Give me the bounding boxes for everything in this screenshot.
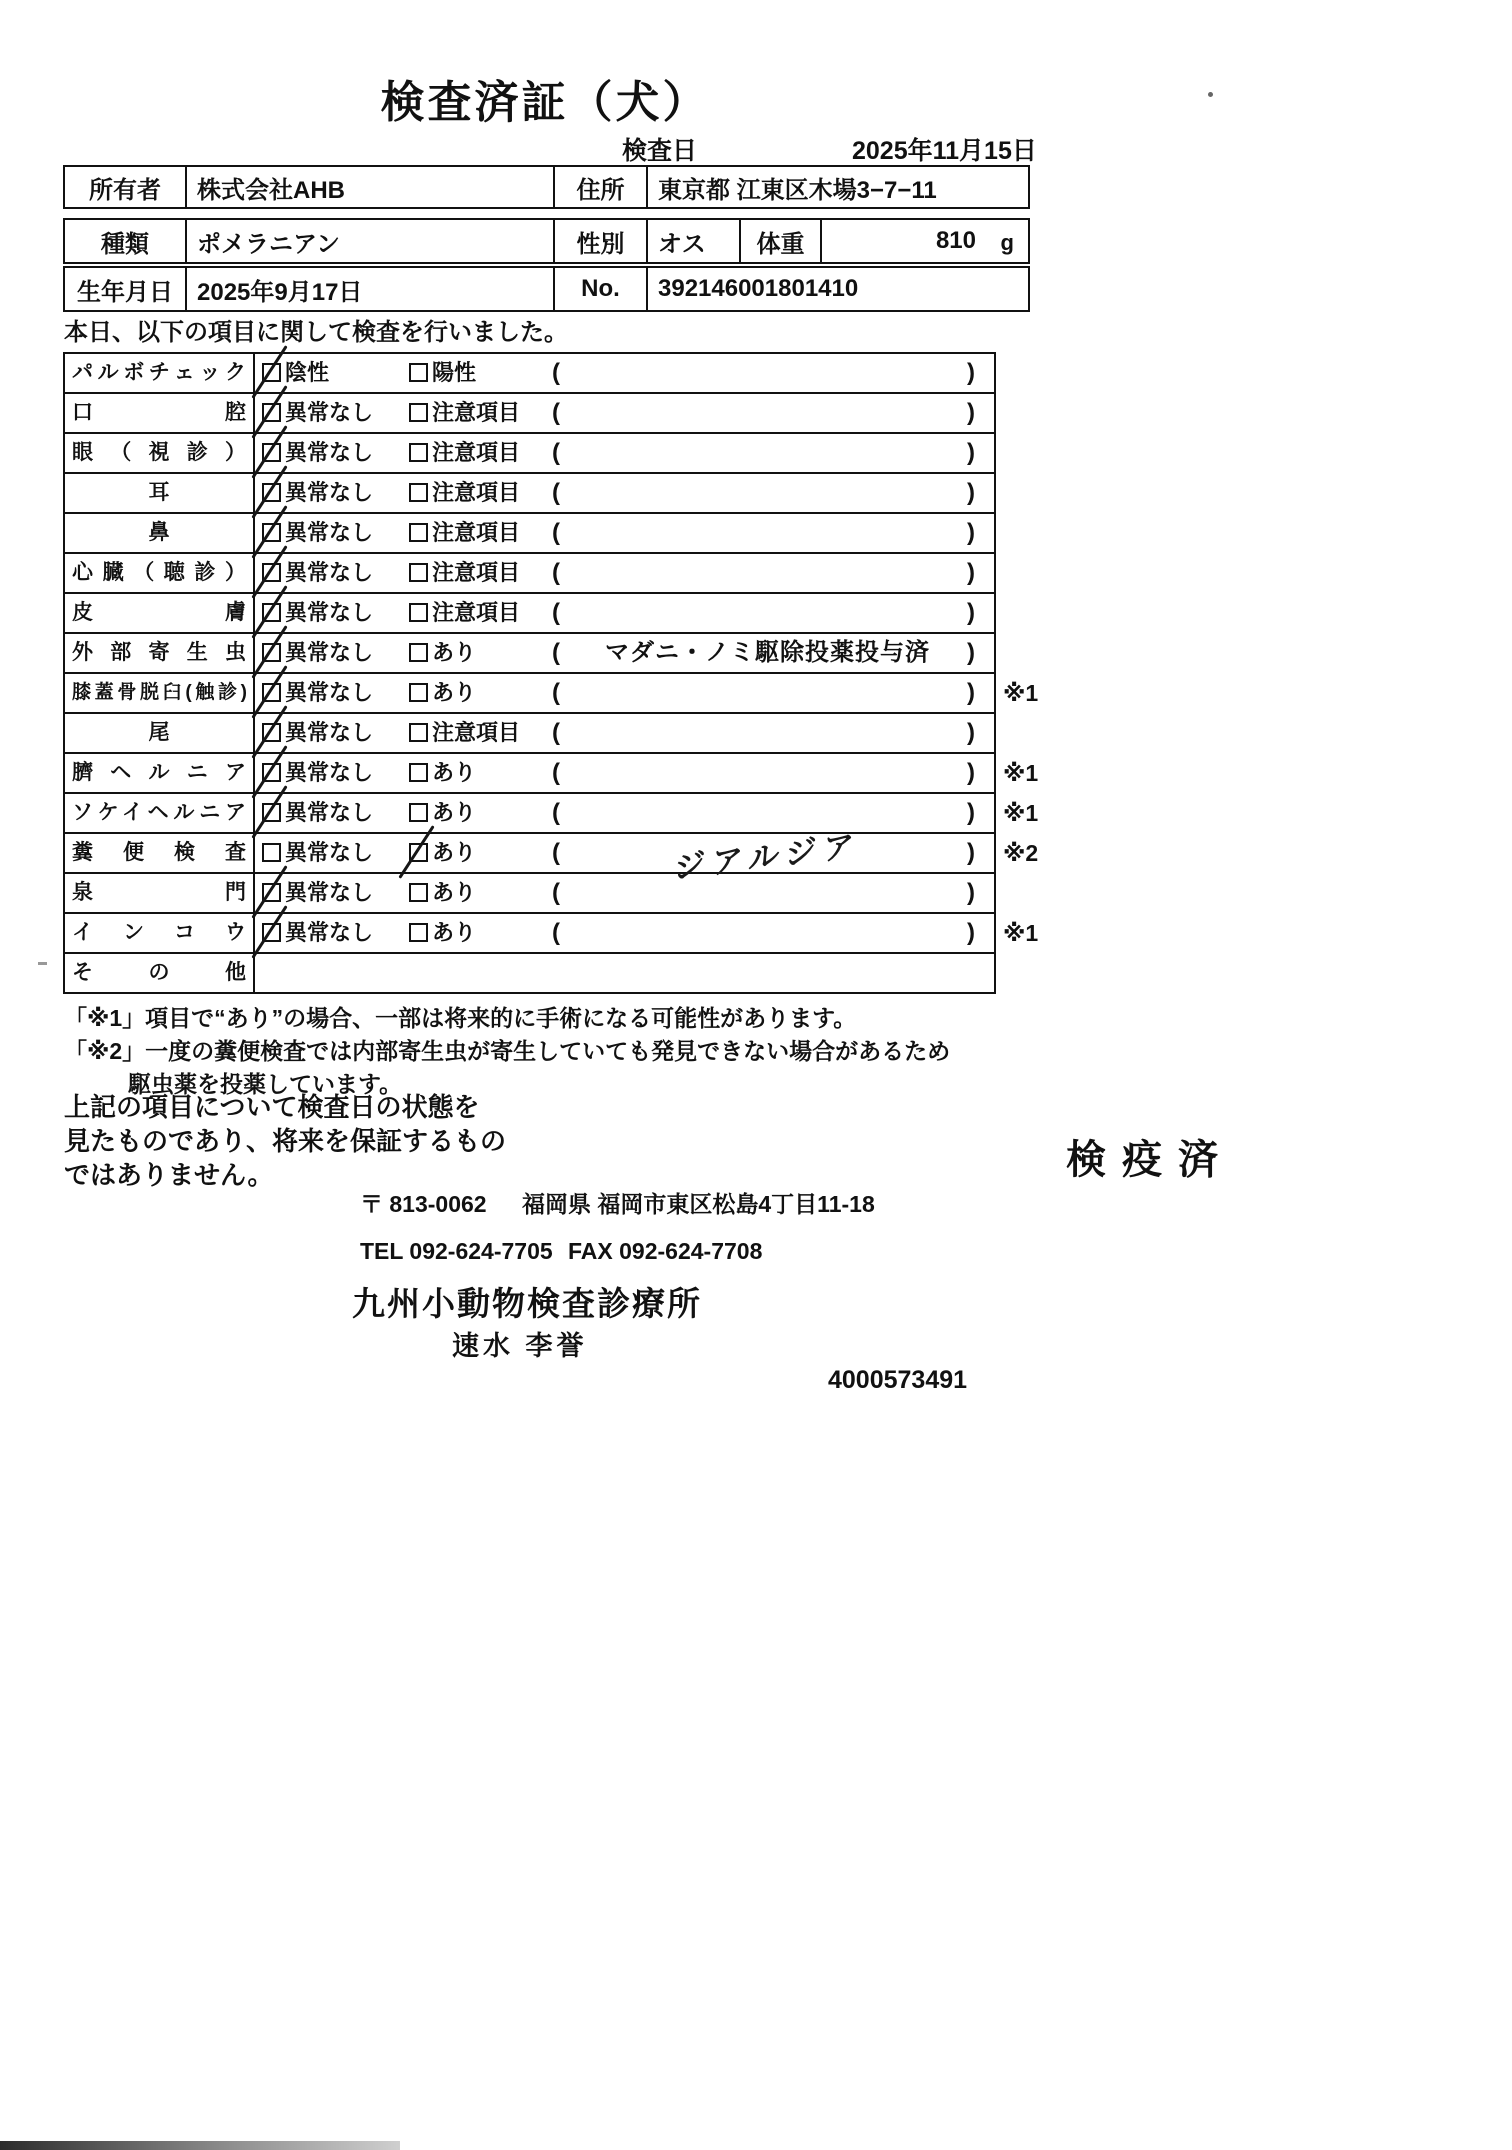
option1-label: 異常なし bbox=[285, 520, 374, 545]
clinic-tel: TEL 092-624-7705 bbox=[360, 1238, 553, 1264]
checklist-row bbox=[65, 914, 1039, 954]
option1-label: 異常なし bbox=[285, 600, 374, 625]
exam-item-label: 糞便検査 bbox=[65, 834, 255, 872]
certificate-no-value: 392146001801410 bbox=[658, 275, 859, 302]
weight-cell bbox=[822, 220, 1028, 262]
paren-close: ) bbox=[967, 359, 975, 386]
owner-table bbox=[63, 165, 1030, 209]
paren-open: ( bbox=[552, 559, 560, 586]
checklist-row bbox=[65, 954, 994, 992]
checkbox-option2[interactable] bbox=[409, 603, 428, 622]
paren-open: ( bbox=[552, 719, 560, 746]
checkbox-option2[interactable] bbox=[409, 563, 428, 582]
option1-label: 異常なし bbox=[285, 640, 374, 665]
weight-value: 810 bbox=[935, 227, 976, 254]
paren-open: ( bbox=[552, 439, 560, 466]
paren-close: ) bbox=[967, 639, 975, 666]
weight-label: 体重 bbox=[741, 220, 822, 262]
option2-label: 注意項目 bbox=[432, 560, 521, 585]
checkbox-option2[interactable] bbox=[409, 443, 428, 462]
checkbox-option2[interactable] bbox=[409, 803, 428, 822]
veterinarian-name: 速水 李誉 bbox=[452, 1331, 588, 1361]
exam-item-label: その他 bbox=[65, 954, 255, 992]
weight-unit: g bbox=[1000, 230, 1014, 255]
checkbox-option2[interactable] bbox=[409, 883, 428, 902]
checkbox-option1[interactable] bbox=[262, 843, 281, 862]
exam-item-label: 口腔 bbox=[65, 394, 255, 432]
disclaimer-line-3: ではありません。 bbox=[64, 1160, 274, 1190]
owner-address-value: 東京都 江東区木場3−7−11 bbox=[658, 176, 937, 204]
paren-content: マダニ・ノミ駆除投薬投与済 bbox=[605, 639, 930, 666]
breed-value: ポメラニアン bbox=[187, 220, 555, 262]
option1-label: 陰性 bbox=[285, 360, 330, 385]
paren-open: ( bbox=[552, 799, 560, 826]
checklist-row bbox=[65, 514, 994, 554]
paren-close: ) bbox=[967, 399, 975, 426]
checklist-row bbox=[65, 354, 994, 394]
exam-item-label: 尾 bbox=[65, 714, 255, 752]
scan-artifact-dot bbox=[1208, 92, 1213, 97]
paren-open: ( bbox=[552, 839, 560, 866]
option2-label: あり bbox=[432, 640, 477, 665]
animal-info-table bbox=[63, 218, 1030, 264]
scan-artifact-bar bbox=[0, 2141, 400, 2150]
quarantine-stamp: 検疫済 bbox=[1066, 1138, 1234, 1182]
checklist-row bbox=[65, 634, 994, 674]
disclaimer bbox=[64, 1090, 506, 1192]
option1-label: 異常なし bbox=[285, 400, 374, 425]
checkbox-option2[interactable] bbox=[409, 483, 428, 502]
paren-open: ( bbox=[552, 639, 560, 666]
exam-item-label: 臍ヘルニア bbox=[65, 754, 255, 792]
checklist-row bbox=[65, 434, 994, 474]
exam-item-label: 眼（視診） bbox=[65, 434, 255, 472]
exam-item-label: 鼻 bbox=[65, 514, 255, 552]
checkbox-option2[interactable] bbox=[409, 723, 428, 742]
option1-label: 異常なし bbox=[285, 720, 374, 745]
exam-item-label: 泉門 bbox=[65, 874, 255, 912]
breed-label: 種類 bbox=[65, 220, 187, 262]
serial-number: 4000573491 bbox=[828, 1366, 968, 1394]
option1-label: 異常なし bbox=[285, 920, 374, 945]
handwritten-check-mark bbox=[398, 825, 434, 879]
paren-content: ジアルジア bbox=[673, 827, 862, 886]
footnote-2-continued: 駆虫薬を投薬しています。 bbox=[128, 1071, 403, 1097]
paren-open: ( bbox=[552, 679, 560, 706]
option2-label: 注意項目 bbox=[432, 600, 521, 625]
checkbox-option2[interactable] bbox=[409, 523, 428, 542]
checklist-row bbox=[65, 754, 1039, 794]
option2-label: あり bbox=[432, 800, 477, 825]
exam-item-label: 耳 bbox=[65, 474, 255, 512]
option2-label: あり bbox=[432, 840, 477, 865]
footnote-2: 「※2」一度の糞便検査では内部寄生虫が寄生していても発見できない場合があるため bbox=[64, 1038, 951, 1064]
checkbox-option2[interactable] bbox=[409, 643, 428, 662]
option2-label: あり bbox=[432, 760, 477, 785]
option1-label: 異常なし bbox=[285, 560, 374, 585]
scan-artifact-tick bbox=[38, 962, 47, 965]
option2-label: あり bbox=[432, 920, 477, 945]
exam-item-label: ソケイヘルニア bbox=[65, 794, 255, 832]
footnote-1: 「※1」項目で“あり”の場合、一部は将来的に手術になる可能性があります。 bbox=[64, 1005, 857, 1031]
clinic-name: 九州小動物検査診療所 bbox=[352, 1285, 702, 1322]
paren-close: ) bbox=[967, 839, 975, 866]
exam-item-label: 皮膚 bbox=[65, 594, 255, 632]
clinic-address: 福岡県 福岡市東区松島4丁目11-18 bbox=[522, 1191, 875, 1217]
paren-close: ) bbox=[967, 559, 975, 586]
checkbox-option2[interactable] bbox=[409, 403, 428, 422]
option2-label: 注意項目 bbox=[432, 440, 521, 465]
checkbox-option2[interactable] bbox=[409, 683, 428, 702]
owner-value: 株式会社AHB bbox=[187, 167, 555, 207]
paren-close: ) bbox=[967, 599, 975, 626]
clinic-postal-code: 〒 813-0062 bbox=[360, 1191, 487, 1217]
paren-open: ( bbox=[552, 599, 560, 626]
exam-item-label: インコウ bbox=[65, 914, 255, 952]
footnote-ref: ※1 bbox=[1003, 680, 1039, 706]
paren-close: ) bbox=[967, 719, 975, 746]
clinic-fax: FAX 092-624-7708 bbox=[568, 1238, 763, 1264]
owner-label: 所有者 bbox=[65, 167, 187, 207]
sex-label: 性別 bbox=[555, 220, 648, 262]
exam-item-label: 心臓（聴診） bbox=[65, 554, 255, 592]
checkbox-option2[interactable] bbox=[409, 363, 428, 382]
certificate-no-label: No. bbox=[555, 268, 648, 310]
option2-label: 注意項目 bbox=[432, 480, 521, 505]
paren-close: ) bbox=[967, 919, 975, 946]
option2-label: あり bbox=[432, 880, 477, 905]
option1-label: 異常なし bbox=[285, 880, 374, 905]
checklist-row bbox=[65, 714, 994, 754]
inspection-date-label: 検査日 bbox=[622, 137, 698, 165]
footnote-ref: ※1 bbox=[1003, 760, 1039, 786]
footnote-ref: ※1 bbox=[1003, 920, 1039, 946]
paren-close: ) bbox=[967, 519, 975, 546]
disclaimer-line-2: 見たものであり、将来を保証するもの bbox=[64, 1126, 507, 1156]
exam-item-label: パルボチェック bbox=[65, 354, 255, 392]
exam-item-label: 外部寄生虫 bbox=[65, 634, 255, 672]
paren-close: ) bbox=[967, 759, 975, 786]
paren-open: ( bbox=[552, 359, 560, 386]
paren-open: ( bbox=[552, 759, 560, 786]
paren-open: ( bbox=[552, 519, 560, 546]
paren-close: ) bbox=[967, 679, 975, 706]
checklist-row bbox=[65, 674, 1039, 714]
footnote-ref: ※1 bbox=[1003, 800, 1039, 826]
option2-label: 注意項目 bbox=[432, 400, 521, 425]
option2-label: あり bbox=[432, 680, 477, 705]
checklist-row bbox=[65, 474, 994, 514]
checklist-row bbox=[65, 554, 994, 594]
document-title: 検査済証（犬） bbox=[380, 78, 710, 127]
paren-close: ) bbox=[967, 799, 975, 826]
option2-label: 注意項目 bbox=[432, 720, 521, 745]
birth-table bbox=[63, 266, 1030, 312]
option1-label: 異常なし bbox=[285, 800, 374, 825]
footnote-ref: ※2 bbox=[1003, 840, 1039, 866]
checklist-row bbox=[65, 827, 1039, 886]
paren-close: ) bbox=[967, 879, 975, 906]
option1-label: 異常なし bbox=[285, 680, 374, 705]
checkbox-option2[interactable] bbox=[409, 763, 428, 782]
birthdate-value: 2025年9月17日 bbox=[187, 268, 555, 310]
checklist-row bbox=[65, 394, 994, 434]
owner-address-label: 住所 bbox=[555, 167, 648, 207]
option1-label: 異常なし bbox=[285, 760, 374, 785]
paren-open: ( bbox=[552, 879, 560, 906]
checklist-table bbox=[63, 352, 1039, 994]
checklist-row bbox=[65, 594, 994, 634]
option2-label: 陽性 bbox=[432, 360, 477, 385]
intro-sentence: 本日、以下の項目に関して検査を行いました。 bbox=[64, 319, 568, 346]
paren-open: ( bbox=[552, 919, 560, 946]
sex-value: オス bbox=[648, 220, 741, 262]
option1-label: 異常なし bbox=[285, 440, 374, 465]
option2-label: 注意項目 bbox=[432, 520, 521, 545]
option1-label: 異常なし bbox=[285, 480, 374, 505]
paren-open: ( bbox=[552, 399, 560, 426]
birthdate-label: 生年月日 bbox=[65, 268, 187, 310]
checklist-row bbox=[65, 874, 994, 914]
disclaimer-line-1: 上記の項目について検査日の状態を bbox=[64, 1092, 480, 1122]
paren-close: ) bbox=[967, 439, 975, 466]
paren-open: ( bbox=[552, 479, 560, 506]
paren-close: ) bbox=[967, 479, 975, 506]
exam-item-label: 膝蓋骨脱臼(触診) bbox=[65, 674, 255, 712]
option1-label: 異常なし bbox=[285, 840, 374, 865]
checkbox-option2[interactable] bbox=[409, 923, 428, 942]
inspection-date-value: 2025年11月15日 bbox=[852, 137, 1037, 165]
